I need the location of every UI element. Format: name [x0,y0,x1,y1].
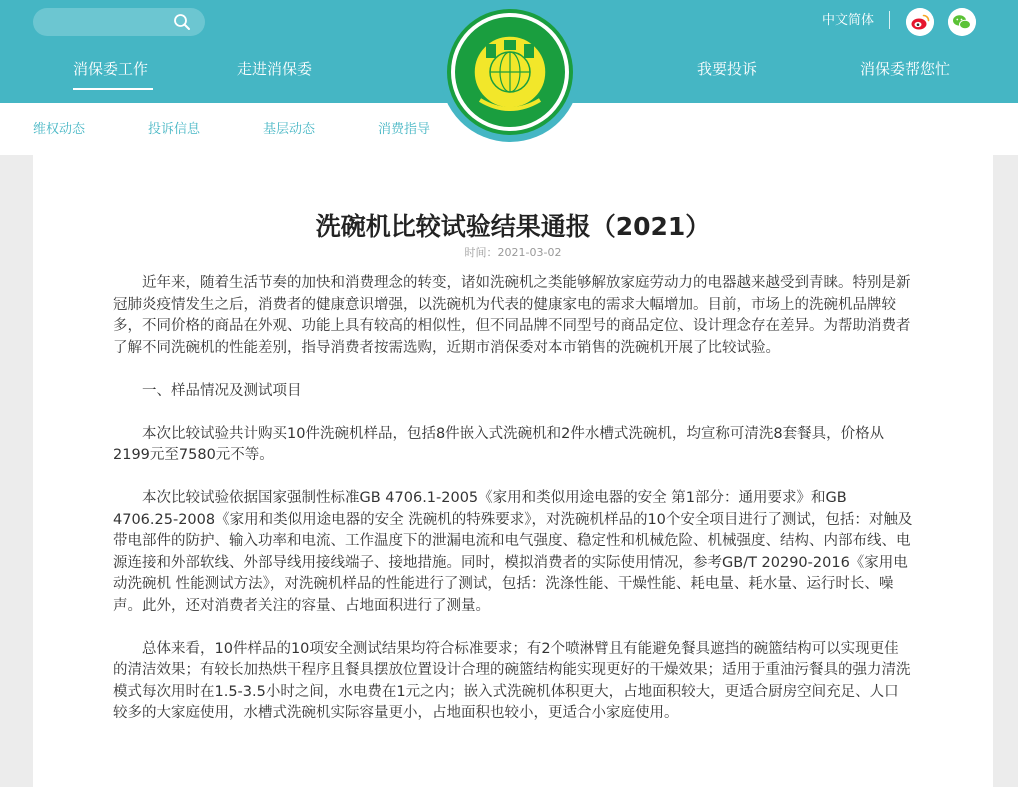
article-title: 洗碗机比较试验结果通报（2021） [315,212,711,241]
subnav-item-complaints[interactable]: 投诉信息 [148,122,201,137]
nav-item-work[interactable]: 消保委工作 [73,60,149,78]
language-switch[interactable]: 中文简体 [822,13,875,28]
nav-item-about[interactable]: 走进消保委 [237,60,313,78]
article-paragraph: 本次比较试验依据国家强制性标准GB 4706.1-2005《家用和类似用途电器的安全 第1部分：通用要求》和GB 4706.25-2008《家用和类似用途电器的安全 洗碗机的特殊要求》，对洗碗机样品的10个安全项目进行了测试，包括：对触及带电部件的防护、输入功率和电流、工作温度下的泄漏电流和电气强度、稳定性和机械危险、机械强度、结构、内部布线、电源连接和外部软线、外部导线用接线端子、接地措施。同时，模拟消费者的实际使用情况，参考GB/T 20290-2016《家用电动洗碗机 性能测试方法》，对洗碗机样品的性能进行了测试，包括：洗涤性能、干燥性能、耗电量、耗水量、运行时长、噪声。此外，还对消费者关注的容量、占地面积进行了测量。 [113,490,913,614]
wechat-icon[interactable] [948,8,976,36]
article-date: 时间：2021-03-02 [464,246,562,259]
subnav-item-grassroots[interactable]: 基层动态 [263,122,316,137]
article-panel [33,155,993,787]
section-heading: 一、样品情况及测试项目 [142,382,302,399]
subnav-item-guide[interactable]: 消费指导 [378,122,431,137]
council-logo[interactable] [440,0,580,143]
subnav-item-rights[interactable]: 维权动态 [33,122,86,137]
article-body [113,273,913,746]
search-icon[interactable] [173,13,191,31]
weibo-icon[interactable] [906,8,934,36]
nav-active-indicator [73,88,153,90]
council-logo-icon [440,0,580,143]
article-paragraph: 总体来看，10件样品的10项安全测试结果均符合标准要求；有2个喷淋臂且有能避免餐具遮挡的碗篮结构可以实现更佳的清洁效果；有较长加热烘干程序且餐具摆放位置设计合理的碗篮结构能实现更好的干燥效果；适用于重油污餐具的强力清洗模式每次用时在1.5-3.5小时之间，水电费在1元之内；嵌入式洗碗机体积更大，占地面积较大，更适合厨房空间充足、人口较多的大家庭使用，水槽式洗碗机实际容量更小，占地面积也较小，更适合小家庭使用。 [113,640,911,721]
search-input[interactable] [33,8,205,36]
article-paragraph: 近年来，随着生活节奏的加快和消费理念的转变，诸如洗碗机之类能够解放家庭劳动力的电器越来越受到青睐。特别是新冠肺炎疫情发生之后，消费者的健康意识增强，以洗碗机为代表的健康家电的需求大幅增加。目前，市场上的洗碗机品牌较多，不同价格的商品在外观、功能上具有较高的相似性，但不同品牌不同型号的商品定位、设计理念存在差异。为帮助消费者了解不同洗碗机的性能差别，指导消费者按需选购，近期市消保委对本市销售的洗碗机开展了比较试验。 [113,275,911,356]
divider [889,11,890,29]
nav-item-complaint[interactable]: 我要投诉 [697,60,758,78]
article-paragraph: 本次比较试验共计购买10件洗碗机样品，包括8件嵌入式洗碗机和2件水槽式洗碗机，均宣称可清洗8套餐具，价格从2199元至7580元不等。 [113,425,885,463]
nav-item-help[interactable]: 消保委帮您忙 [860,60,951,78]
